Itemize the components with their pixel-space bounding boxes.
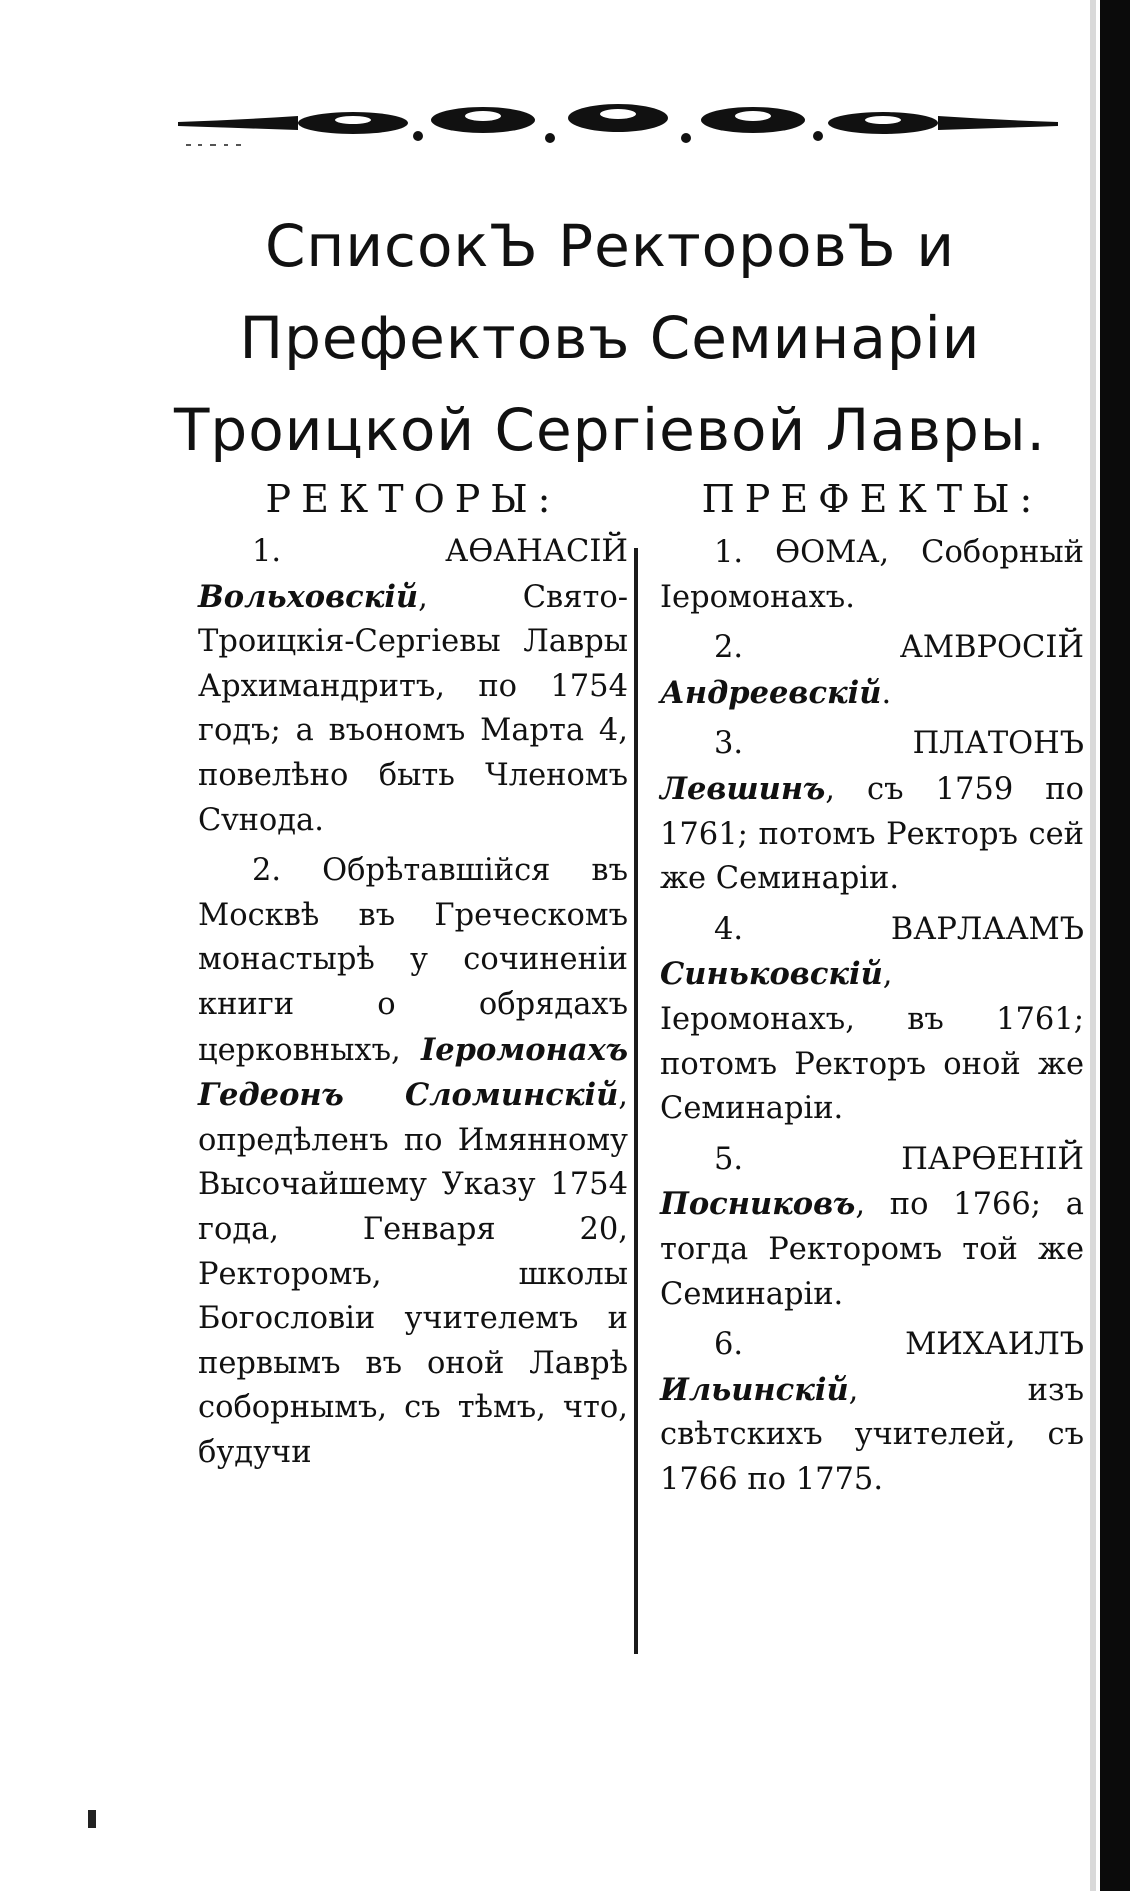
rectors-heading: РЕКТОРЫ: — [265, 477, 561, 521]
column-divider — [634, 548, 638, 1654]
prefect-entry — [660, 530, 1084, 620]
rectors-column — [198, 468, 628, 1475]
prefect-name: Синьковскій — [660, 956, 883, 993]
rector-name: Іеромонахъ Гедеонъ Сломинскій — [198, 1031, 628, 1114]
prefect-text: , съ 1759 по 1761; потомъ Ректоръ сей же Семинаріи. — [660, 771, 1084, 897]
book-spine-shadow — [1100, 0, 1130, 1891]
rector-entry — [198, 530, 628, 843]
prefect-lead: 3. ПЛАТОНЪ — [714, 726, 1084, 762]
prefect-lead: 2. АМВРОСІЙ — [714, 630, 1084, 666]
rector-text: , Свято-Троицкія-Сергіевы Лавры Архимандритъ, по 1754 годъ; а въономъ Марта 4, повелѣно быть Членомъ Сvнода. — [198, 579, 628, 838]
prefect-name: Андреевскій — [660, 674, 882, 711]
prefect-lead: 1. ѲОМА, — [714, 535, 922, 570]
rector-text: , опредѣленъ по Имянному Высочайшему Указу 1754 года, Генваря 20, Ректоромъ, школы Богословіи учителемъ и первымъ въ оной Лаврѣ соборнымъ, съ тѣмъ, что, будучи — [198, 1078, 628, 1470]
rector-lead: 1. АѲАНАСІЙ — [252, 534, 628, 569]
rector-entry — [198, 849, 628, 1475]
print-mark — [88, 1810, 96, 1828]
prefect-text: , по 1766; а тогда Ректоромъ той же Семинаріи. — [660, 1187, 1084, 1312]
rector-lead: 2. Обрѣтавшійся въ Москвѣ въ Греческомъ монастырѣ у сочиненіи книги о обрядахъ церковныхъ, — [198, 853, 628, 1068]
prefect-entry — [660, 1323, 1084, 1502]
page-title: СписокЪ РекторовЪ и Префектовъ Семинаріи Троицкой Сергіевой Лавры. — [173, 212, 1046, 464]
rector-name: Вольховскій — [198, 578, 419, 615]
prefect-lead: 4. ВАРЛААМЪ — [714, 911, 1084, 947]
page-gutter — [1090, 0, 1096, 1891]
prefect-name: Левшинъ — [660, 770, 826, 807]
prefect-entry — [660, 908, 1084, 1132]
prefects-heading: ПРЕФЕКТЫ: — [701, 477, 1043, 521]
prefect-lead: 5. ПАРѲЕНІЙ — [714, 1141, 1084, 1177]
prefect-name: Посниковъ — [660, 1186, 856, 1223]
prefect-lead: 6. МИХАИЛЪ — [714, 1327, 1084, 1363]
prefect-entry — [660, 626, 1084, 716]
header-ornament — [178, 96, 1058, 154]
prefect-entry — [660, 1138, 1084, 1317]
prefect-text: , изъ свѣтскихъ учителей, съ 1766 по 1775. — [660, 1372, 1084, 1497]
prefect-name: Ильинскій — [660, 1371, 849, 1408]
prefect-text: . — [881, 675, 892, 711]
prefect-text: Соборный Іеромонахъ. — [660, 535, 1084, 615]
prefect-text: , Іеромонахъ, въ 1761; потомъ Ректоръ оной же Семинаріи. — [660, 957, 1084, 1127]
prefects-column — [660, 468, 1084, 1502]
prefect-entry — [660, 722, 1084, 901]
